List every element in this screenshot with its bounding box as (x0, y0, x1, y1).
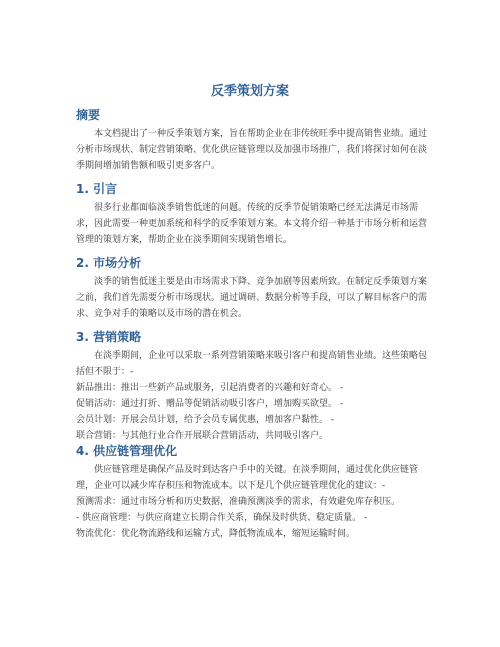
list-item: 新品推出：推出一些新产品或服务，引起消费者的兴趣和好奇心。 - (76, 383, 344, 393)
section-body-supply-chain (76, 462, 429, 542)
document-title: 反季策划方案 (210, 84, 289, 99)
section-intro-supply-chain: 供应链管理是确保产品及时到达客户手中的关键。在淡季期间，通过优化供应链管理，企业可以减少库存积压和物流成本。以下是几个供应链管理优化的建议：- (76, 465, 419, 491)
list-item: 预测需求：通过市场分析和历史数据，准确预测淡季的需求，有效避免库存积压。 (76, 497, 401, 507)
section-heading-market-analysis: 2. 市场分析 (76, 256, 142, 270)
list-item: 联合营销：与其他行业合作开展联合营销活动，共同吸引客户。 (76, 431, 329, 441)
list-item: 物流优化：优化物流路线和运输方式，降低物流成本，缩短运输时间。 (76, 529, 356, 539)
section-paragraph-abstract: 本文档提出了一种反季策划方案，旨在帮助企业在非传统旺季中提高销售业绩。通过分析市场现状、制定营销策略、优化供应链管理以及加强市场推广，我们将探讨如何在淡季期间增加销售额和吸引更多客户。 (76, 129, 428, 171)
list-item: 会员计划：开展会员计划，给予会员专属优惠，增加客户黏性。 - (76, 415, 335, 425)
list-item: - 供应商管理：与供应商建立长期合作关系，确保及时供货、稳定质量。 - (76, 513, 368, 523)
section-paragraph-market-analysis: 淡季的销售低迷主要是由市场需求下降、竞争加剧等因素所致。在制定反季策划方案之前，我们首先需要分析市场现状。通过调研、数据分析等手段，可以了解目标客户的需求、竞争对手的策略以及市场的潜在机会。 (76, 277, 428, 319)
section-heading-marketing-strategy: 3. 营销策略 (76, 330, 142, 344)
section-paragraph-introduction: 很多行业都面临淡季销售低迷的问题。传统的反季节促销策略已经无法满足市场需求，因此需要一种更加系统和科学的反季策划方案。本文将介绍一种基于市场分析和运营管理的策划方案，帮助企业在淡季期间实现销售增长。 (76, 203, 428, 245)
section-heading-supply-chain: 4. 供应链管理优化 (76, 444, 178, 458)
list-item: 促销活动：通过打折、赠品等促销活动吸引客户，增加购买欲望。 - (76, 399, 344, 409)
section-body-marketing-strategy (76, 348, 429, 444)
section-heading-abstract: 摘要 (76, 108, 101, 122)
section-intro-marketing-strategy: 在淡季期间，企业可以采取一系列营销策略来吸引客户和提高销售业绩。这些策略包括但不限于：- (76, 351, 428, 377)
section-heading-introduction: 1. 引言 (76, 182, 118, 196)
